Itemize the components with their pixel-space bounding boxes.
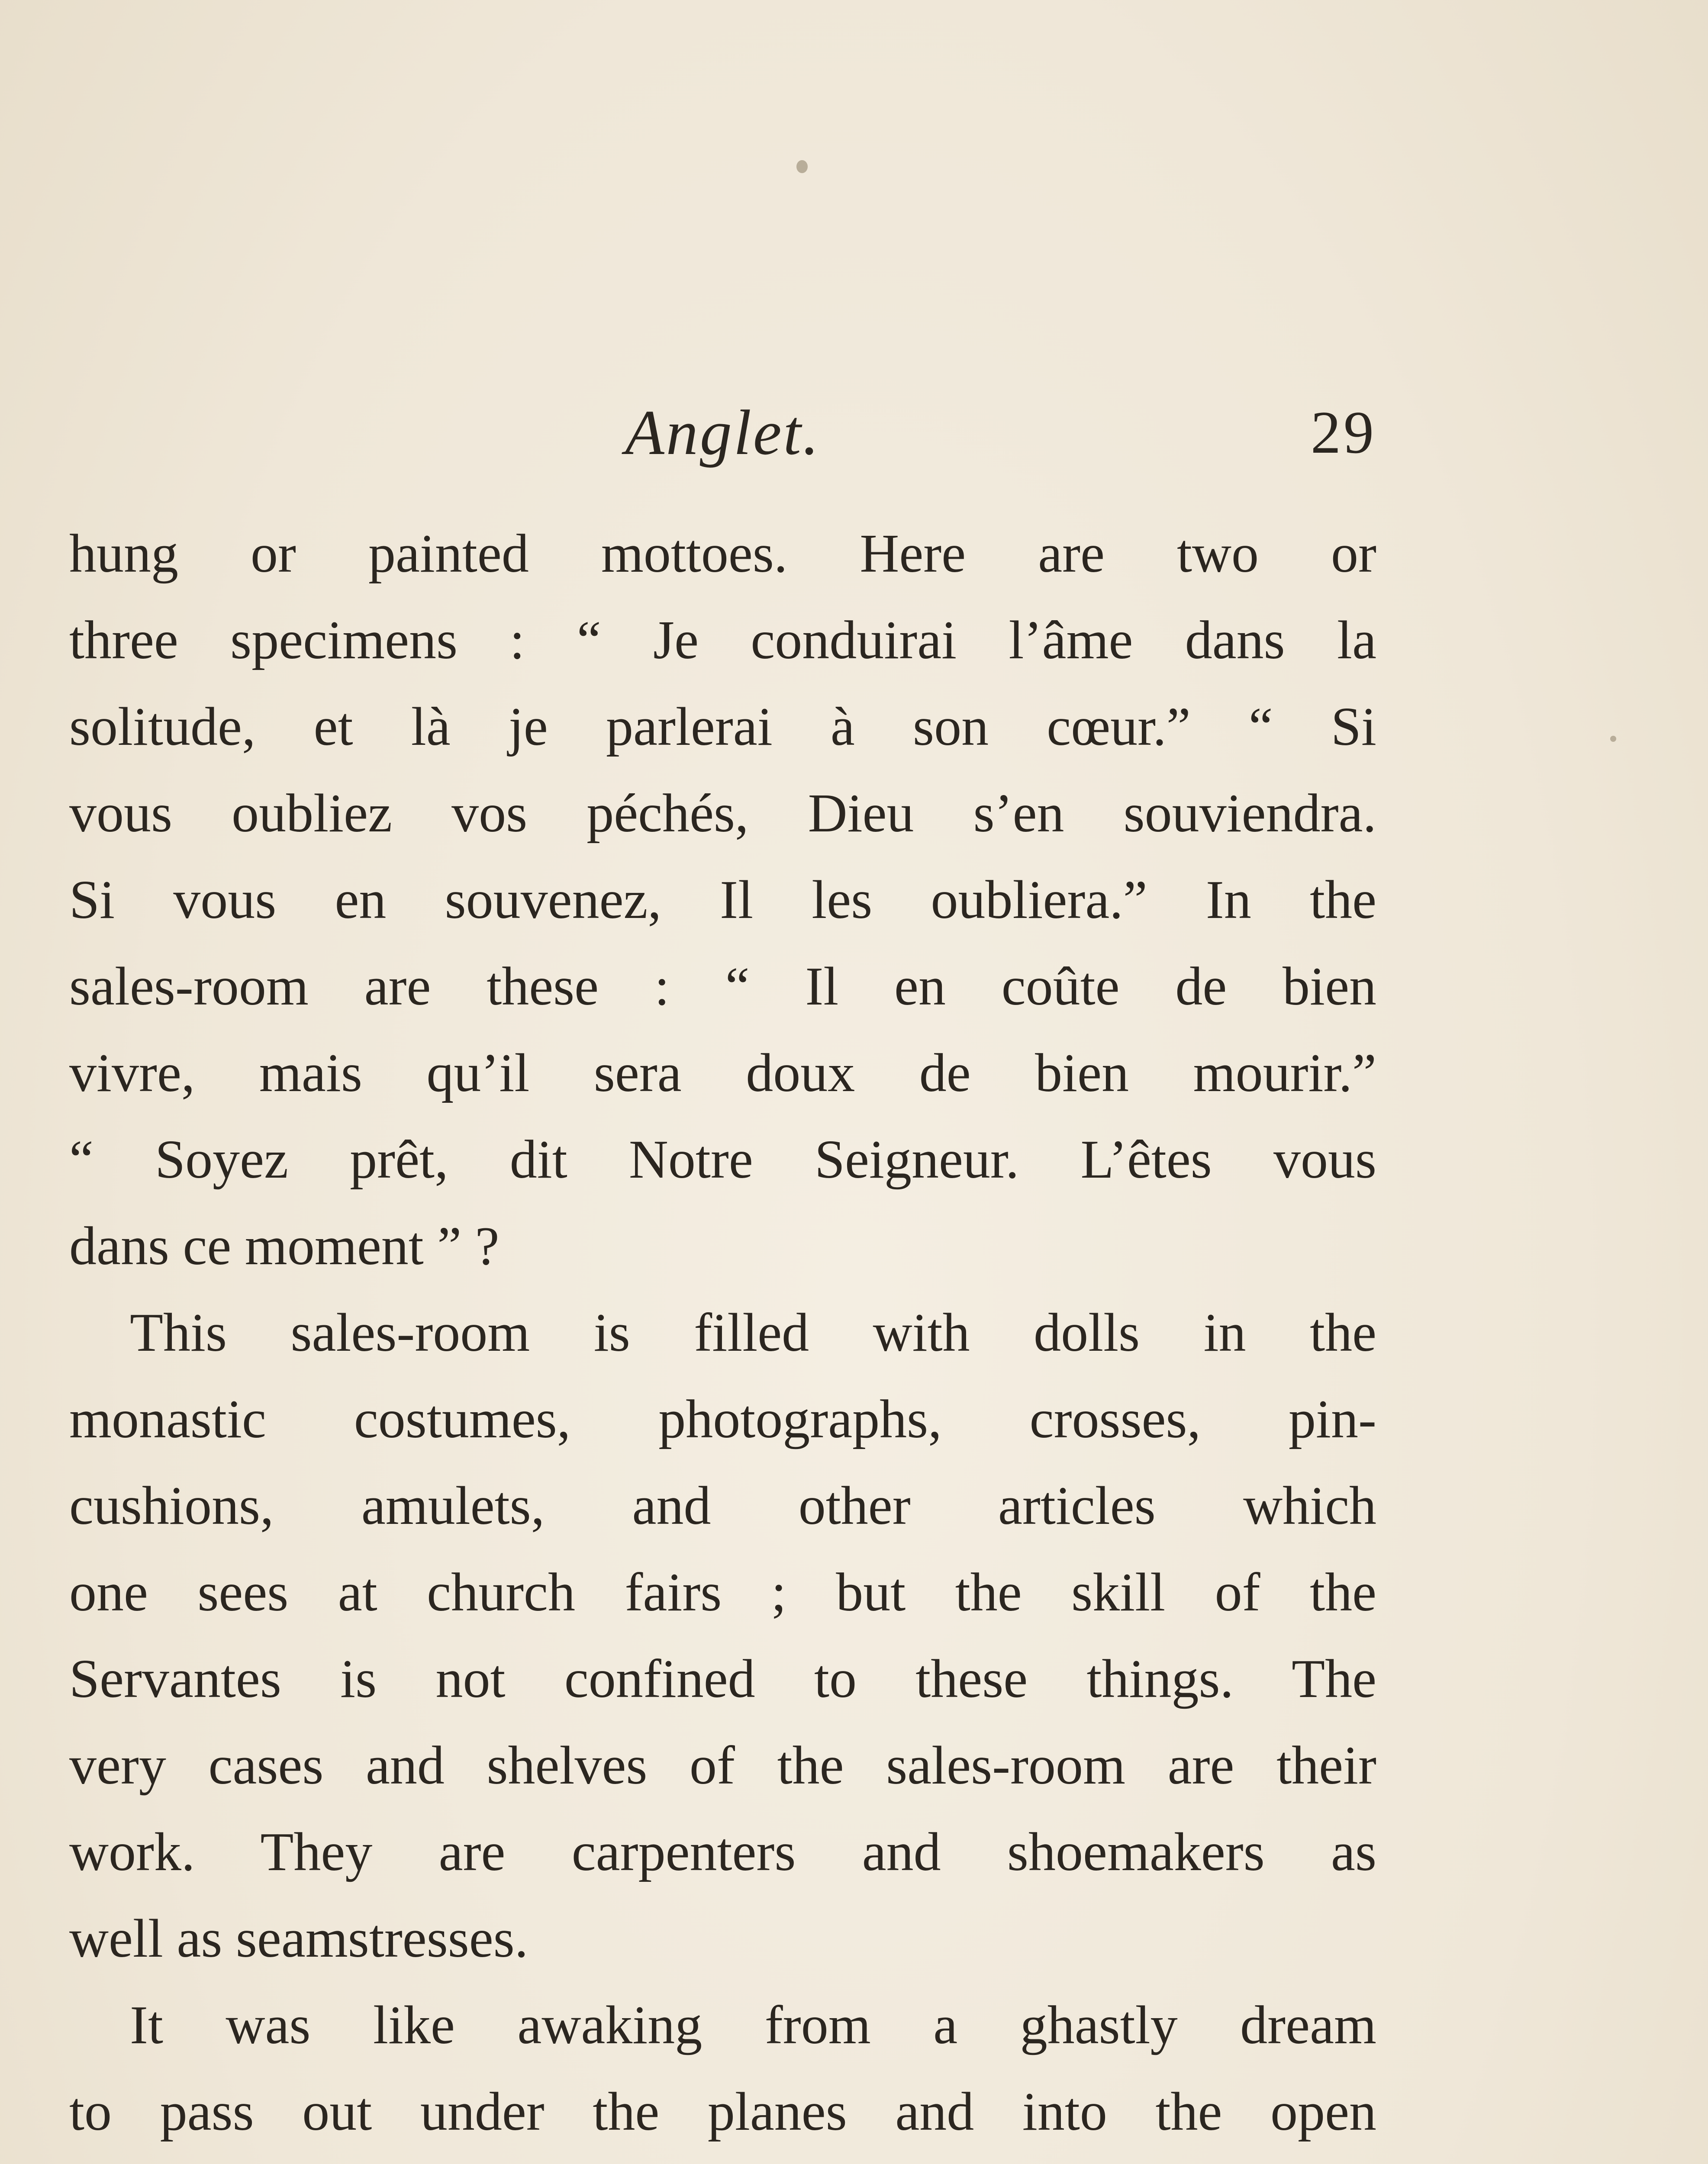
text-line: vivre, mais qu’il sera doux de bien mourir.” xyxy=(69,1043,1376,1103)
text-line: This sales-room is filled with dolls in the xyxy=(130,1303,1376,1363)
text-line: solitude, et là je parlerai à son cœur.” “ Si xyxy=(69,697,1376,757)
paper-speck xyxy=(1610,736,1616,742)
text-line: Servantes is not confined to these things. The xyxy=(69,1649,1376,1709)
text-line: very cases and shelves of the sales-room are their xyxy=(69,1736,1376,1796)
body-text xyxy=(69,511,1376,2164)
text-line: Si vous en souvenez, Il les oubliera.” In the xyxy=(69,870,1376,930)
text-line: well as seamstresses. xyxy=(69,1909,529,1969)
text-line: “ Soyez prêt, dit Notre Seigneur. L’êtes vous xyxy=(69,1130,1376,1190)
text-line: three specimens : “ Je conduirai l’âme dans la xyxy=(69,610,1376,670)
text-line: one sees at church fairs ; but the skill of the xyxy=(69,1562,1376,1623)
text-line: to pass out under the planes and into the open xyxy=(69,2082,1376,2142)
paper-speck xyxy=(796,160,808,173)
text-line: work. They are carpenters and shoemakers as xyxy=(69,1822,1376,1882)
running-title: Anglet. xyxy=(625,397,821,468)
page-header xyxy=(69,390,1376,476)
text-line: cushions, amulets, and other articles which xyxy=(69,1476,1376,1536)
text-line: dans ce moment ” ? xyxy=(69,1216,500,1276)
text-line: monastic costumes, photographs, crosses, pin- xyxy=(69,1389,1376,1449)
text-line: sales-room are these : “ Il en coûte de bien xyxy=(69,956,1376,1017)
page-number: 29 xyxy=(1311,399,1376,466)
text-line: hung or painted mottoes. Here are two or xyxy=(69,524,1376,584)
text-line: It was like awaking from a ghastly dream xyxy=(130,1995,1376,2055)
text-line xyxy=(69,2155,1376,2164)
text-line: vous oubliez vos péchés, Dieu s’en souviendra. xyxy=(69,783,1376,844)
